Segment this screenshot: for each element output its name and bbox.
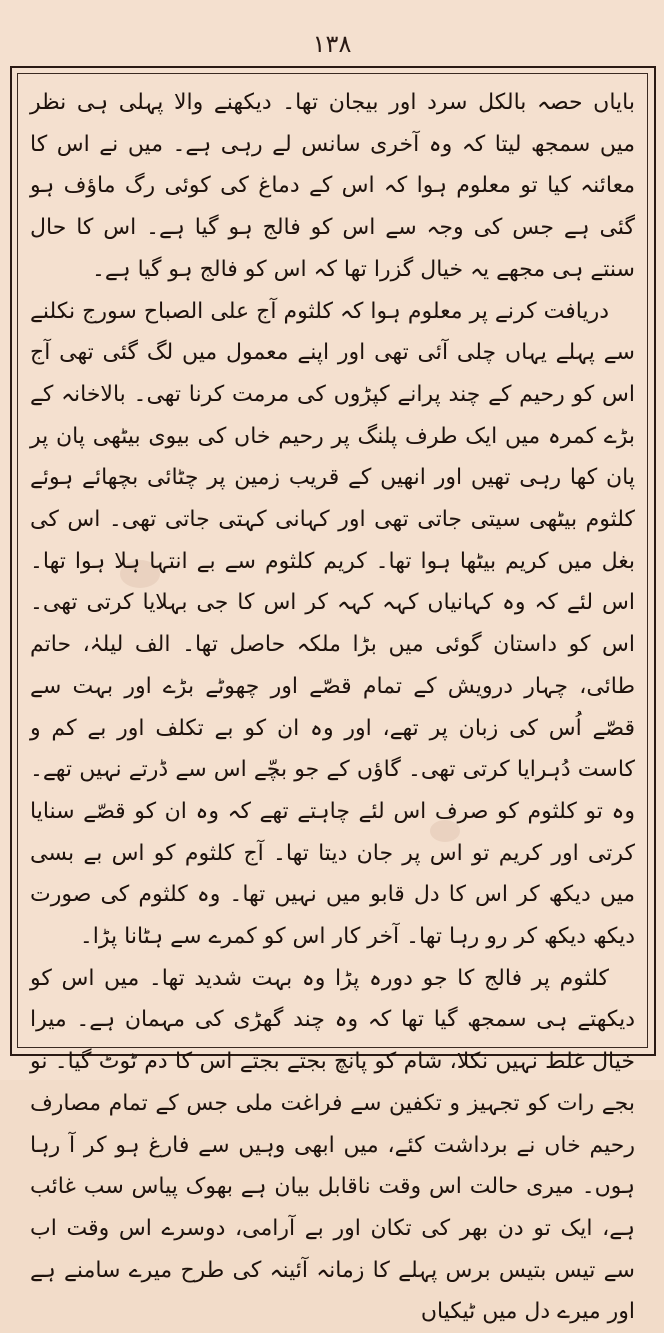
page-number: ۱۳۸ — [312, 30, 352, 58]
paragraph: بایاں حصہ بالکل سرد اور بیجان تھا۔ دیکھنے والا پہلی ہی نظر میں سمجھ لیتا کہ وہ آخری سانس لے رہی ہے۔ میں نے اس کا معائنہ کیا تو معلوم ہوا کہ اس کے دماغ کی کوئی رگ ماؤف ہو گئی ہے جس کی وجہ سے اس کو فالج ہو گیا ہے۔ اس کا حال سنتے ہی مجھے یہ خیال گزرا تھا کہ اس کو فالج ہو گیا ہے۔ — [30, 90, 635, 282]
paragraph: کلثوم پر فالج کا جو دورہ پڑا وہ بہت شدید تھا۔ میں اس کو دیکھتے ہی سمجھ گیا تھا کہ وہ چند گھڑی کی مہمان ہے۔ میرا خیال غلط نہیں نکلا، شام کو پانچ بجتے بجتے اس کا دم ٹوٹ گیا۔ نو بجے رات کو تجہیز و تکفین سے فراغت ملی جس کے تمام مصارف رحیم خاں نے برداشت کئے، میں ابھی وہیں سے فارغ ہو کر آ رہا ہوں۔ میری حالت اس وقت ناقابل بیان ہے بھوک پیاس سب غائب ہے، ایک تو دن بھر کی تکان اور بے آرامی، دوسرے اس وقت اب سے تیس بتیس برس پہلے کا زمانہ آئینہ کی طرح میرے سامنے ہے اور میرے دل میں ٹیکیاں — [30, 965, 635, 1325]
page-body — [30, 82, 635, 1325]
paragraph: دریافت کرنے پر معلوم ہوا کہ کلثوم آج علی الصباح سورج نکلنے سے پہلے یہاں چلی آئی تھی اور اپنے معمول میں لگ گئی تھی آج اس کو رحیم کے چند پرانے کپڑوں کی مرمت کرنا تھی۔ بالاخانہ کے بڑے کمرہ میں ایک طرف پلنگ پر رحیم خاں کی بیوی بیٹھی پان پر پان کھا رہی تھیں اور انھیں کے قریب زمین پر چٹائی بچھائے ہوئے کلثوم بیٹھی سیتی جاتی تھی اور کہانی کہتی جاتی تھی۔ اس کی بغل میں کریم بیٹھا ہوا تھا۔ کریم کلثوم سے بے انتہا ہلا ہوا تھا۔ اس لئے کہ وہ کہانیاں کہہ کہہ کر اس کا جی بہلایا کرتی تھی۔ اس کو داستان گوئی میں بڑا ملکہ حاصل تھا۔ الف لیلہٰ، حاتم طائی، چہار درویش کے تمام قصّے اور چھوٹے بڑے اور بہت سے قصّے اُس کی زبان پر تھے، اور وہ ان کو بے تکلف اور بے کم و کاست دُہرایا کرتی تھی۔ گاؤں کے جو بچّے اس سے ڈرتے نہیں تھے۔ وہ تو کلثوم کو صرف اس لئے چاہتے تھے کہ وہ ان کو قصّے سنایا کرتی اور کریم تو اس پر جان دیتا تھا۔ آج کلثوم کو اس بے بسی میں دیکھ کر اس کا دل قابو میں نہیں تھا۔ وہ کلثوم کی صورت دیکھ دیکھ کر رو رہا تھا۔ آخر کار اس کو کمرے سے ہٹانا پڑا۔ — [30, 298, 635, 950]
